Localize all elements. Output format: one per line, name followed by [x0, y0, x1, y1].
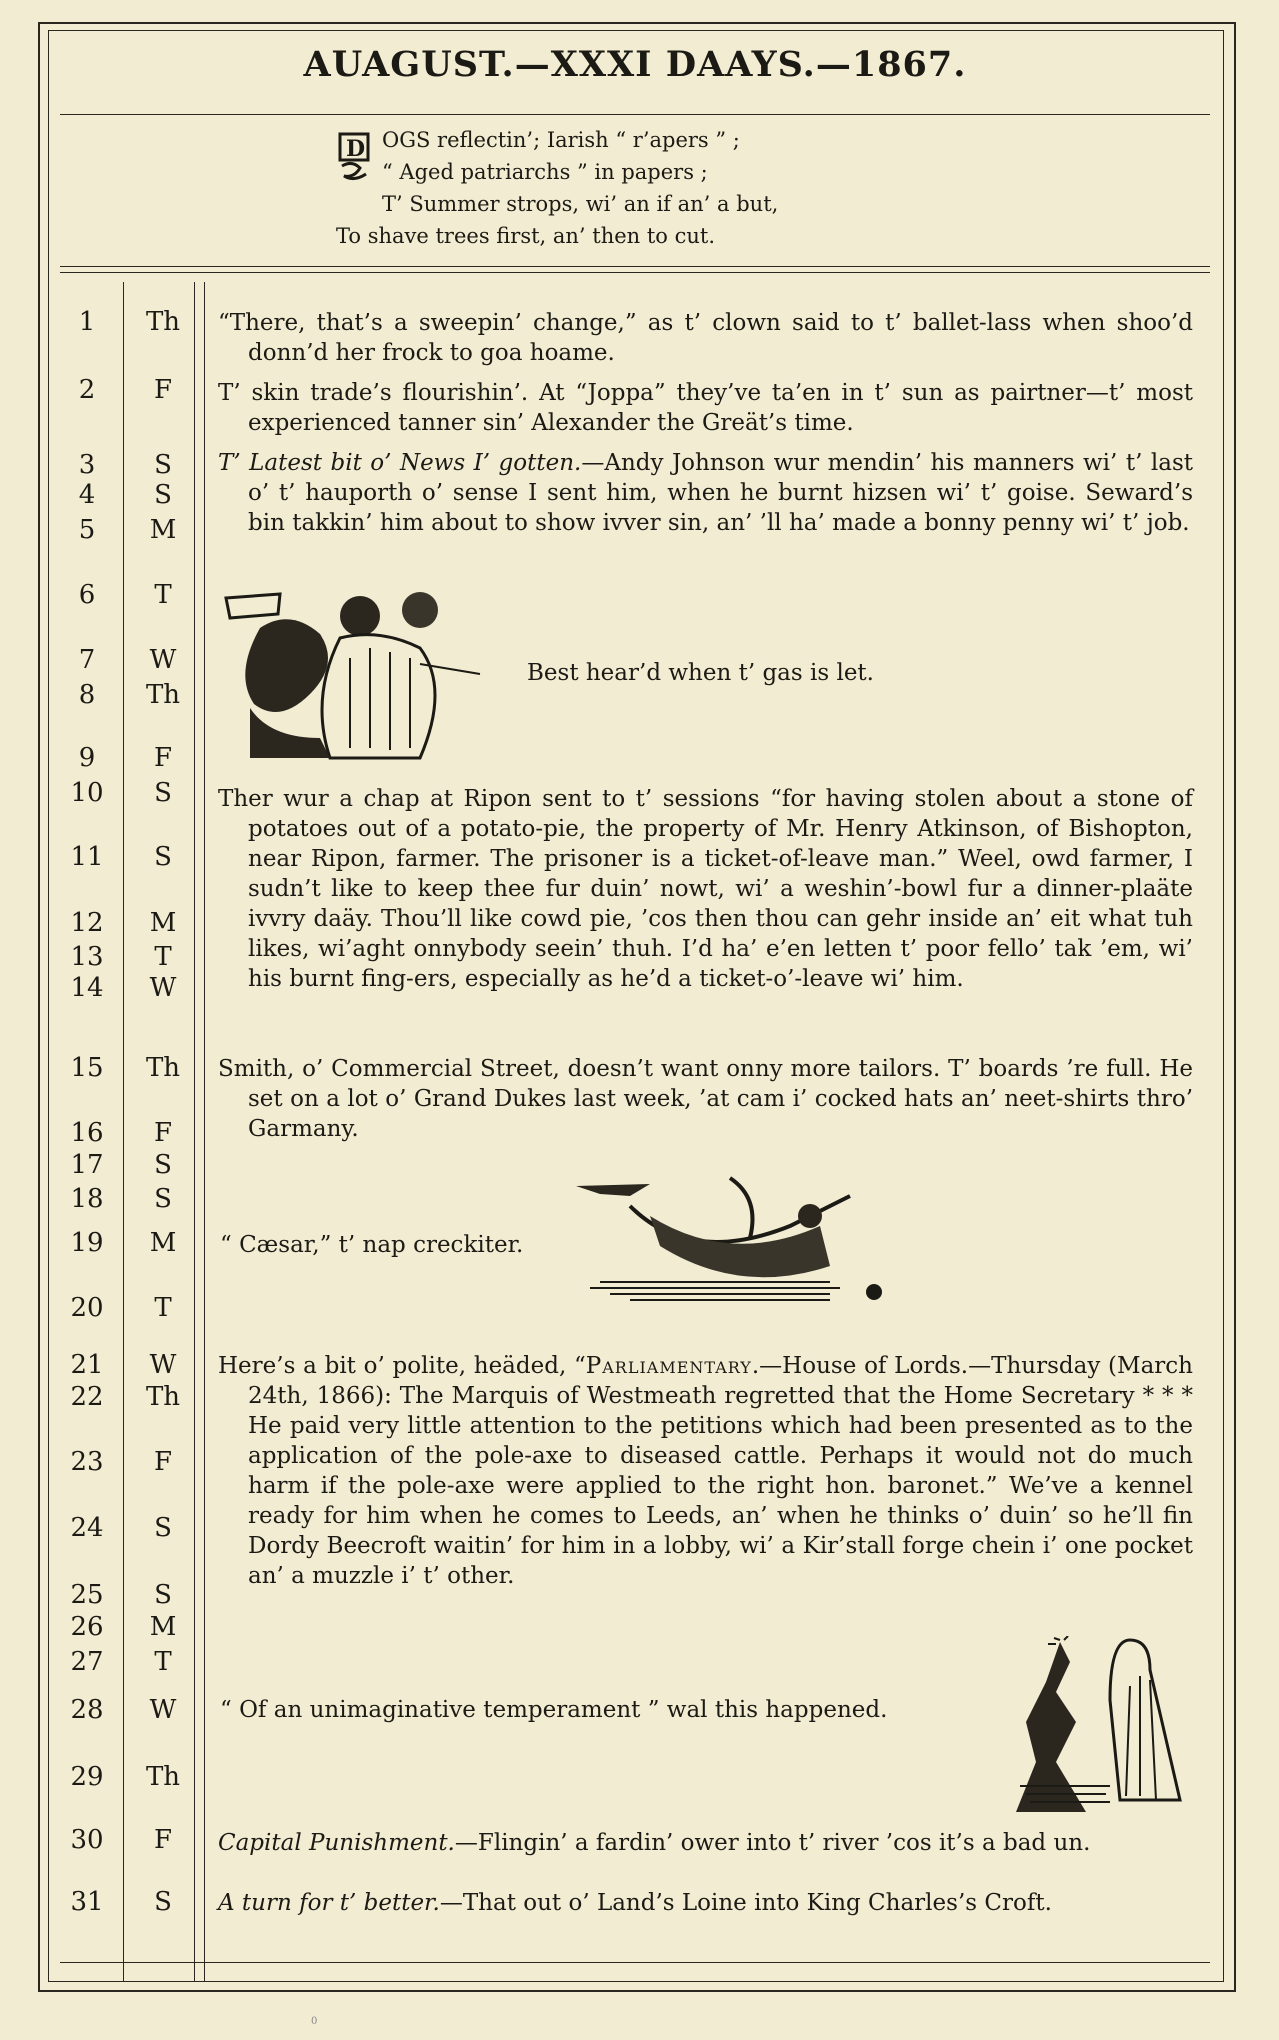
drop-cap-letter: D	[346, 136, 366, 162]
day-name: T	[154, 942, 172, 972]
entry-smith-tailors: Smith, o’ Commercial Street, doesn’t want onny more tailors. T’ boards ’re full. He set on a lot o’ Grand Dukes last week, ’at cam i’ cocked hats an’ neet-shirts thro’ Garmany.	[218, 1056, 1193, 1142]
entry-turn-for-better	[218, 1888, 1193, 1918]
day-number: 9	[78, 743, 96, 773]
entry-sweepin-change: “There, that’s a sweepin’ change,” as t’ clown said to t’ ballet-lass when shoo’d donn’d her frock to goa hoame.	[218, 310, 1193, 366]
day-number: 7	[78, 645, 96, 675]
day-number: 29	[70, 1762, 104, 1792]
day-name: S	[154, 1887, 172, 1917]
day-number: 6	[78, 580, 96, 610]
page-title: AUAGUST.—XXXI DAAYS.—1867.	[303, 44, 967, 85]
entry-parliamentary	[218, 1351, 1193, 1591]
poem-line: “ Aged patriarchs ” in papers ;	[382, 160, 708, 184]
illustration-gas-singers	[220, 588, 492, 766]
entry-latest-news-heading: T’ Latest bit o’ News I’ gotten.	[218, 450, 582, 476]
day-name: W	[149, 1350, 177, 1380]
day-name: M	[149, 515, 177, 545]
day-number: 2	[78, 375, 96, 405]
page-mark: 0	[311, 2016, 318, 2027]
poem-line: To shave trees first, an’ then to cut.	[336, 224, 716, 248]
entry-latest-news	[218, 448, 1193, 538]
caption-unimaginative: “ Of an unimaginative temperament ” wal this happened.	[220, 1697, 888, 1723]
day-number: 4	[78, 480, 96, 510]
caption-caesar: “ Cæsar,” t’ nap creckiter.	[220, 1232, 524, 1258]
header-rule-1	[60, 266, 1210, 267]
day-number: 15	[70, 1053, 104, 1083]
column-divider-text	[204, 282, 205, 1982]
day-name: T	[154, 1647, 172, 1677]
day-name: M	[149, 1228, 177, 1258]
entry-parliamentary-lead: Here’s a bit o’ polite, heäded, “	[218, 1353, 586, 1379]
day-number: 14	[70, 973, 104, 1003]
day-name: S	[154, 1150, 172, 1180]
entry-parliamentary-heading: Parliamentary	[585, 1353, 752, 1379]
day-name: M	[149, 1612, 177, 1642]
caption-gas: Best hear’d when t’ gas is let.	[527, 660, 874, 686]
header-rule-2	[60, 272, 1210, 273]
day-number: 28	[70, 1695, 104, 1725]
day-number: 17	[70, 1150, 104, 1180]
day-number: 20	[70, 1293, 104, 1323]
day-name: S	[154, 1513, 172, 1543]
day-number: 16	[70, 1118, 104, 1148]
day-name: W	[149, 645, 177, 675]
day-name: T	[154, 580, 172, 610]
day-number: 21	[70, 1350, 104, 1380]
day-number: 24	[70, 1513, 104, 1543]
day-name: S	[154, 480, 172, 510]
day-number: 13	[70, 942, 104, 972]
day-number: 3	[78, 450, 96, 480]
illustration-figures	[1000, 1636, 1190, 1816]
day-number: 8	[78, 680, 96, 710]
entry-turn-for-better-body: —That out o’ Land’s Loine into King Charles’s Croft.	[439, 1890, 1052, 1916]
entry-capital-punishment-heading: Capital Punishment.	[218, 1830, 455, 1856]
entry-turn-for-better-heading: A turn for t’ better.	[218, 1890, 440, 1916]
day-name: F	[153, 1118, 173, 1148]
day-name: Th	[145, 1053, 181, 1083]
day-name: S	[154, 842, 172, 872]
day-name: Th	[145, 1382, 181, 1412]
day-name: W	[149, 1695, 177, 1725]
day-name: S	[154, 778, 172, 808]
day-number: 30	[70, 1825, 104, 1855]
day-number: 11	[70, 842, 104, 872]
day-name: F	[153, 743, 173, 773]
day-name: F	[153, 1447, 173, 1477]
day-number: 27	[70, 1647, 104, 1677]
day-name: M	[149, 908, 177, 938]
day-name: Th	[145, 680, 181, 710]
entry-latest-news-body: —Andy Johnson wur mendin’ his manners wi’ t’ last o’ t’ hauporth o’ sense I sent him, when he burnt hizsen wi’ t’ goise. Seward’s bin takkin’ him about to show ivver sin, an’ ’ll ha’ made a bonny penny wi’ t’ job.	[248, 450, 1193, 536]
day-number: 23	[70, 1447, 104, 1477]
day-number: 18	[70, 1184, 104, 1214]
day-number: 26	[70, 1612, 104, 1642]
day-number: 19	[70, 1228, 104, 1258]
day-name: S	[154, 1184, 172, 1214]
day-number: 1	[78, 307, 96, 337]
day-number: 12	[70, 908, 104, 938]
day-name: T	[154, 1293, 172, 1323]
day-name: F	[153, 375, 173, 405]
day-number: 10	[70, 778, 104, 808]
day-name: Th	[145, 307, 181, 337]
entry-ripon-potatoes: Ther wur a chap at Ripon sent to t’ sessions “for having stolen about a stone of potatoes out of a potato-pie, the property of Mr. Henry Atkinson, of Bishopton, near Ripon, farmer. The prisoner is a ticket-of-leave man.” Weel, owd farmer, I sudn’t like to keep thee fur duin’ nowt, wi’ a weshin’-bowl fur a dinner-plaäte ivvry daäy. Thou’ll like cowd pie, ’cos then thou can gehr inside an’ eit what tuh likes, wi’aght onnybody seein’ thuh. I’d ha’ e’en letten t’ poor fello’ tak ’em, wi’ his burnt fing-ers, especially as he’d a ticket-o’-leave wi’ him.	[218, 786, 1193, 992]
entry-capital-punishment	[218, 1828, 1193, 1858]
day-number: 5	[78, 515, 96, 545]
title-rule	[60, 114, 1210, 115]
drop-cap-ornament	[336, 130, 376, 190]
illustration-caesar-frog	[570, 1176, 900, 1308]
entry-skin-trade: T’ skin trade’s flourishin’. At “Joppa” they’ve ta’en in t’ sun as pairtner—t’ most experienced tanner sin’ Alexander the Greät’s time.	[218, 380, 1193, 436]
poem-line: T’ Summer strops, wi’ an if an’ a but,	[382, 192, 779, 216]
poem	[336, 124, 1016, 252]
day-number: 22	[70, 1382, 104, 1412]
day-name: Th	[145, 1762, 181, 1792]
day-name: W	[149, 973, 177, 1003]
day-number: 31	[70, 1887, 104, 1917]
day-number: 25	[70, 1580, 104, 1610]
footer-rule	[60, 1962, 1210, 1963]
poem-line: OGS reflectin’; Iarish “ r’apers ” ;	[382, 128, 740, 152]
entry-parliamentary-body: .—House of Lords.—Thursday (March 24th, 1866): The Marquis of Westmeath regretted that the Home Secretary * * * He paid very little attention to the petitions which had been presented as to the application of the pole-axe to diseased cattle. Perhaps it would not do much harm if the pole-axe were applied to the right hon. baronet.” We’ve a kennel ready for him when he comes to Leeds, an’ when he thinks o’ duin’ so he’ll fin Dordy Beecroft waitin’ for him in a lobby, wi’ a Kir’stall forge chein i’ one pocket an’ a muzzle i’ t’ other.	[248, 1353, 1193, 1589]
day-name: S	[154, 450, 172, 480]
day-name: S	[154, 1580, 172, 1610]
entry-capital-punishment-body: —Flingin’ a fardin’ ower into t’ river ’cos it’s a bad un.	[454, 1830, 1091, 1856]
day-name: F	[153, 1825, 173, 1855]
